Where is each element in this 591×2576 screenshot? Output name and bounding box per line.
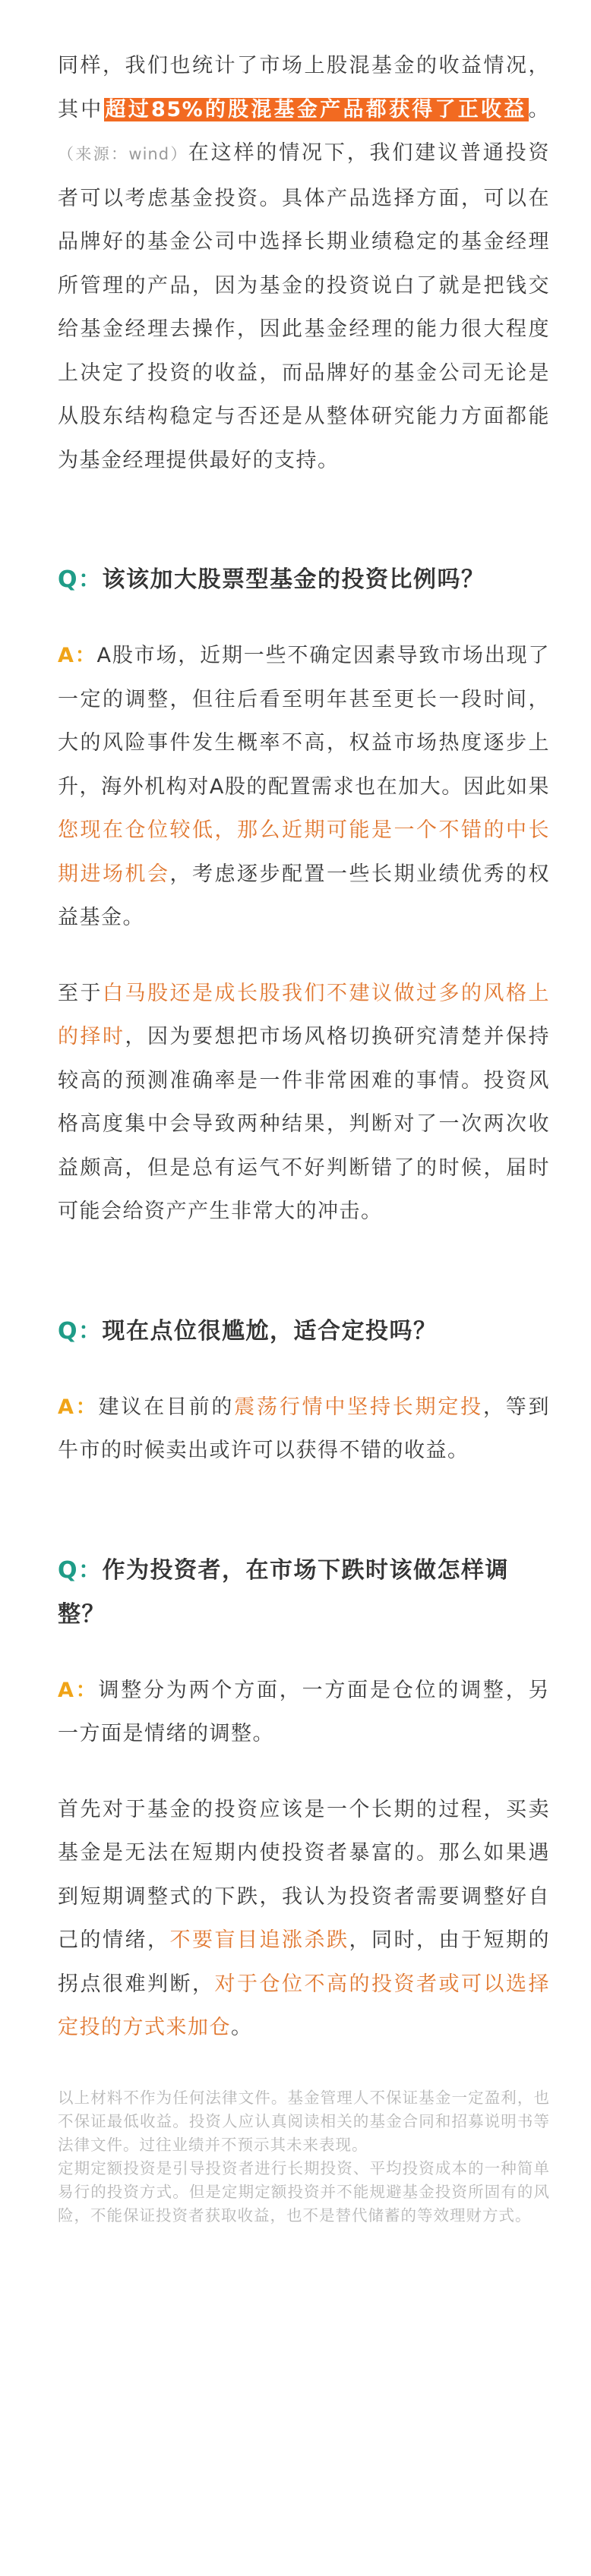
- answer-1-text: A股市场，近期一些不确定因素导致市场出现了一定的调整，但往后看至明年甚至更长一段时间，大的风险事件发生概率不高，权益市场热度逐步上升，海外机构对A股的配置需求也在加大。因此如果: [58, 644, 550, 799]
- question-2: [58, 1310, 550, 1354]
- intro-text: 同样，我们也统计了市场上股混基金的收益情况，其中: [58, 54, 550, 121]
- answer-3-paragraph-2: [58, 1788, 550, 2050]
- answer-1-paragraph-1: [58, 634, 550, 940]
- a-mark: A：: [58, 644, 97, 667]
- answer-3b-text: 首先对于基金的投资应该是一个长期的过程，买卖基金是无法在短期内使投资者暴富的。那么如果遇到短期调整式的下跌，我认为投资者需要调整好自己的情绪，: [58, 1797, 550, 1952]
- answer-2-text-cont: ，等到牛市的时候卖出或许可以获得不错的收益。: [58, 1395, 551, 1462]
- answer-2-emphasis: 震荡行情中坚持长期定投: [234, 1395, 483, 1419]
- intro-source: （来源：wind）: [58, 145, 188, 163]
- answer-1b-emphasis: 白马股还是成长股我们不建议做过多的风格上的择时: [58, 981, 550, 1048]
- answer-3b-punct: 。: [231, 2016, 253, 2039]
- intro-text-cont: 在这样的情况下，我们建议普通投资者可以考虑基金投资。具体产品选择方面，可以在品牌好的基金公司中选择长期业绩稳定的基金经理所管理的产品，因为基金的投资说白了就是把钱交给基金经理去操作，因此基金经理的能力很大程度上决定了投资的收益，而品牌好的基金公司无论是从股东结构稳定与否还是从整体研究能力方面都能为基金经理提供最好的支持。: [58, 141, 550, 472]
- q-mark: Q：: [58, 1556, 103, 1584]
- answer-1-emphasis: 您现在仓位较低，那么近期可能是一个不错的中长期进场机会: [58, 818, 550, 886]
- answer-3b-text-cont: ，同时，由于短期的拐点很难判断，: [58, 1928, 550, 1996]
- disclaimer-paragraph-2: 定期定额投资是引导投资者进行长期投资、平均投资成本的一种简单易行的投资方式。但是定期定额投资并不能规避基金投资所固有的风险，不能保证投资者获取收益，也不是替代储蓄的等效理财方式。: [58, 2158, 550, 2224]
- intro-highlight: 超过85%的股混基金产品都获得了正收益: [105, 97, 527, 121]
- answer-3b-emphasis-1: 不要盲目追涨杀跌: [169, 1928, 349, 1952]
- answer-2-paragraph: [58, 1386, 550, 1473]
- disclaimer: [58, 2086, 550, 2228]
- question-2-text: 现在点位很尴尬，适合定投吗？: [102, 1317, 438, 1345]
- q-mark: Q：: [58, 1317, 103, 1345]
- answer-1-text-cont: ，考虑逐步配置一些长期业绩优秀的权益基金。: [58, 862, 550, 929]
- answer-3-text: 调整分为两个方面，一方面是仓位的调整，另一方面是情绪的调整。: [58, 1678, 550, 1745]
- question-3-text: 作为投资者，在市场下跌时该做怎样调整？: [58, 1556, 510, 1628]
- q-mark: Q：: [58, 566, 103, 593]
- question-3: [58, 1549, 550, 1637]
- answer-3-paragraph-1: [58, 1669, 550, 1756]
- answer-3b-emphasis-2: 对于仓位不高的投资者或可以选择定投的方式来加仓: [58, 1972, 550, 2039]
- answer-1-paragraph-2: [58, 972, 550, 1234]
- disclaimer-paragraph-1: 以上材料不作为任何法律文件。基金管理人不保证基金一定盈利，也不保证最低收益。投资人应认真阅读相关的基金合同和招募说明书等法律文件。过往业绩并不预示其未来表现。: [58, 2088, 550, 2154]
- a-mark: A：: [58, 1678, 99, 1702]
- answer-1b-text-cont: ，因为要想把市场风格切换研究清楚并保持较高的预测准确率是一件非常困难的事情。投资风格高度集中会导致两种结果，判断对了一次两次收益颇高，但是总有运气不好判断错了的时候，届时可能会给资产产生非常大的冲击。: [58, 1025, 550, 1223]
- intro-punct: 。: [528, 97, 550, 121]
- question-1: [58, 558, 550, 602]
- question-1-text: 该该加大股票型基金的投资比例吗？: [102, 566, 485, 593]
- answer-1b-text: 至于: [58, 981, 103, 1005]
- a-mark: A：: [58, 1395, 99, 1419]
- answer-2-text: 建议在目前的: [98, 1395, 235, 1419]
- intro-paragraph: [58, 44, 550, 482]
